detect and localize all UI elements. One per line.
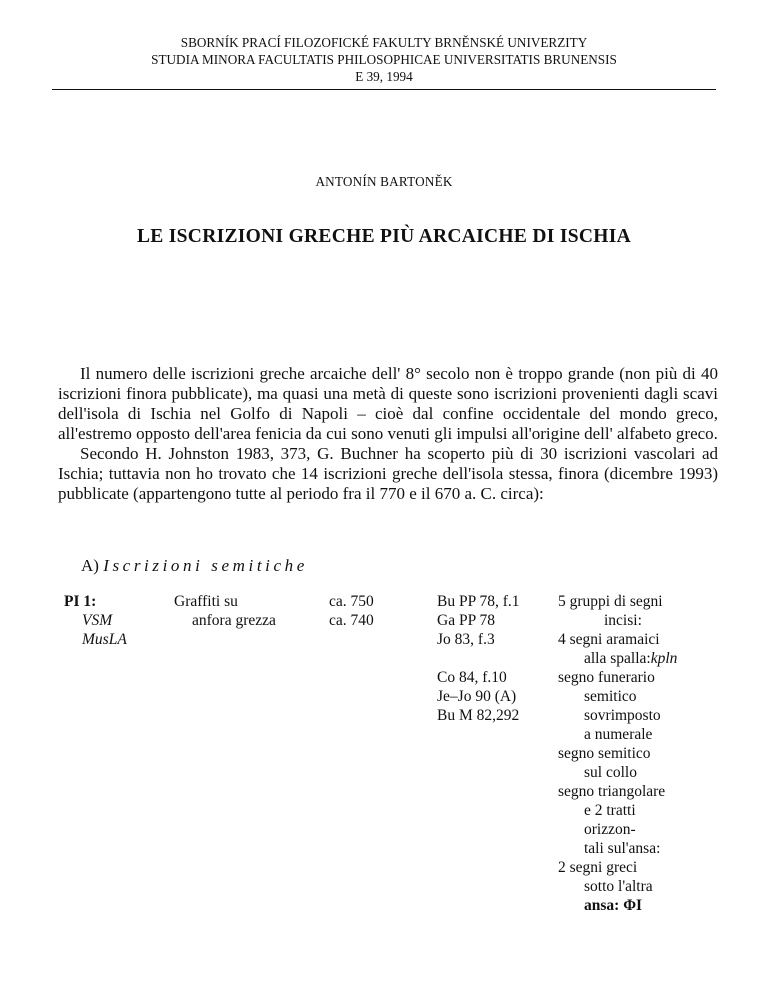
journal-volume: E 39, 1994 — [355, 69, 413, 84]
note-line: segno semitico — [558, 745, 651, 762]
section-label: Iscrizioni semitiche — [103, 556, 308, 575]
note-line: e 2 tratti — [584, 802, 636, 819]
note-line: sovrimposto — [584, 707, 661, 724]
article-body — [58, 364, 718, 504]
note-line: ansa: ΦΙ — [584, 897, 643, 914]
section-heading — [81, 556, 308, 576]
entry-reference: Bu M 82,292 — [437, 707, 520, 724]
journal-title-czech: SBORNÍK PRACÍ FILOZOFICKÉ FAKULTY BRNĚNSKÉ UNIVERZITY — [180, 35, 588, 50]
note-line: sotto l'altra — [584, 878, 653, 895]
note-line: alla spalla:kpln — [584, 650, 678, 667]
entry-location: VSM — [82, 612, 113, 629]
paragraph-1: Il numero delle iscrizioni greche arcaiche dell' 8° secolo non è troppo grande (non più di 40 iscrizioni finora pubblicate), ma quasi una metà di queste sono iscrizioni provenienti dagli scavi dell'isola di Ischia nel Golfo di Napoli – cioè dal confine occidentale del mondo greco, all'estremo opposto dell'area fenicia da cui sono venuti gli impulsi all'origine dell' alfabeto greco. — [58, 364, 718, 443]
note-line: 5 gruppi di segni — [558, 593, 663, 610]
entry-location: MusLA — [82, 631, 127, 648]
column-references — [437, 592, 520, 725]
note-line: sul collo — [584, 764, 637, 781]
entry-reference: Co 84, f.10 — [437, 669, 507, 686]
note-line: semitico — [584, 688, 637, 705]
note-line: orizzon- — [584, 821, 636, 838]
journal-header — [52, 34, 716, 90]
entry-reference: Ga PP 78 — [437, 612, 495, 629]
note-line: a numerale — [584, 726, 653, 743]
column-notes — [558, 592, 677, 915]
note-line: incisi: — [604, 612, 642, 629]
entry-date: ca. 740 — [329, 612, 374, 629]
entry-reference: Bu PP 78, f.1 — [437, 593, 520, 610]
article-title: LE ISCRIZIONI GRECHE PIÙ ARCAICHE DI ISCHIA — [136, 226, 631, 247]
note-line: segno funerario — [558, 669, 655, 686]
note-line: 4 segni aramaici — [558, 631, 660, 648]
entry-date: ca. 750 — [329, 593, 374, 610]
greek-letters: ΦΙ — [623, 897, 643, 914]
entry-reference: Jo 83, f.3 — [437, 631, 495, 648]
entry-object: anfora grezza — [192, 612, 276, 629]
column-object — [174, 592, 276, 630]
entry-id: PI 1: — [64, 593, 97, 610]
column-date — [329, 592, 374, 630]
paragraph-2: Secondo H. Johnston 1983, 373, G. Buchner ha scoperto più di 30 iscrizioni vascolari ad Ischia; tuttavia non ho trovato che 14 iscrizioni greche dell'isola stessa, finora (dicembre 1993) pubblicate (appartengono tutte al periodo fra il 770 e il 670 a. C. circa): — [58, 444, 718, 503]
note-line: tali sul'ansa: — [584, 840, 661, 857]
column-id — [64, 592, 127, 649]
note-line: 2 segni greci — [558, 859, 638, 876]
journal-title-latin: STUDIA MINORA FACULTATIS PHILOSOPHICAE UNIVERSITATIS BRUNENSIS — [151, 52, 617, 67]
section-letter: A) — [81, 556, 99, 575]
entry-reference: Je–Jo 90 (A) — [437, 688, 517, 705]
note-line: segno triangolare — [558, 783, 666, 800]
entry-object: Graffiti su — [174, 593, 238, 610]
author-name: ANTONÍN BARTONĚK — [315, 174, 453, 189]
